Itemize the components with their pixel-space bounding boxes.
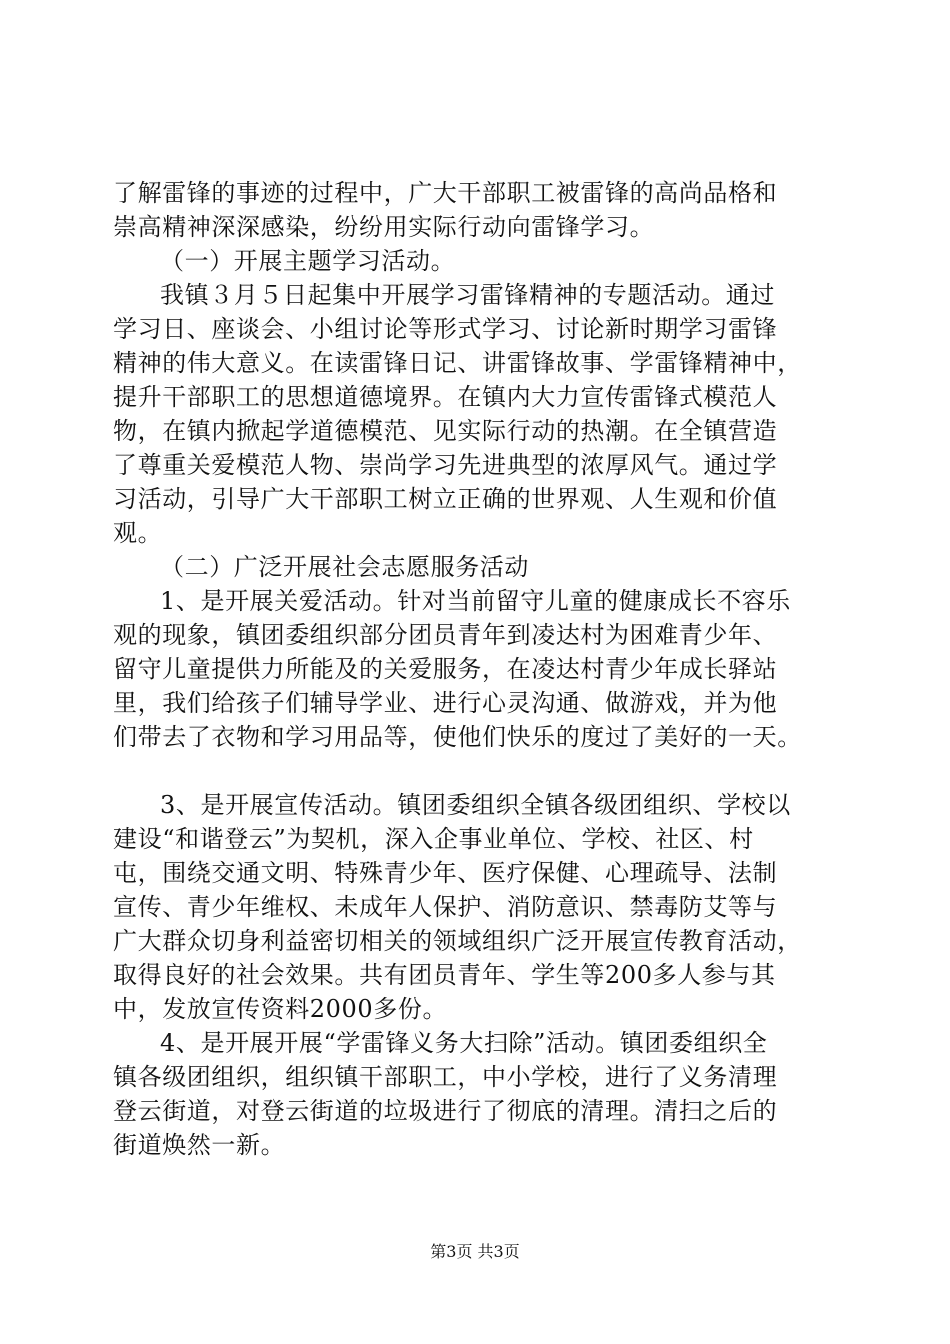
paragraph-line: 留守儿童提供力所能及的关爱服务，在凌达村青少年成长驿站 [113,655,778,683]
paragraph-line: 屯，围绕交通文明、特殊青少年、医疗保健、心理疏导、法制 [113,859,778,887]
paragraph-line: 物，在镇内掀起学道德模范、见实际行动的热潮。在全镇营造 [113,417,778,445]
paragraph-line: 习活动，引导广大干部职工树立正确的世界观、人生观和价值 [113,485,778,513]
paragraph-line: 观。 [113,519,163,547]
paragraph-line: 精神的伟大意义。在读雷锋日记、讲雷锋故事、学雷锋精神中， [113,349,802,377]
paragraph-line: 观的现象，镇团委组织部分团员青年到凌达村为困难青少年、 [113,621,778,649]
paragraph-line: 我镇３月５日起集中开展学习雷锋精神的专题活动。通过 [160,281,775,309]
section-heading-2: （二）广泛开展社会志愿服务活动 [160,553,529,581]
paragraph-line: 广大群众切身利益密切相关的领域组织广泛开展宣传教育活动， [113,927,802,955]
paragraph-line: 建设“和谐登云”为契机，深入企事业单位、学校、社区、村 [113,825,754,853]
paragraph-line: 了尊重关爱模范人物、崇尚学习先进典型的浓厚风气。通过学 [113,451,778,479]
paragraph-line: 3、是开展宣传活动。镇团委组织全镇各级团组织、学校以 [160,791,791,819]
paragraph-line: 宣传、青少年维权、未成年人保护、消防意识、禁毒防艾等与 [113,893,778,921]
paragraph-line: 4、是开展开展“学雷锋义务大扫除”活动。镇团委组织全 [160,1029,768,1057]
paragraph-line: 了解雷锋的事迹的过程中，广大干部职工被雷锋的高尚品格和 [113,179,778,207]
paragraph-line: 街道焕然一新。 [113,1131,286,1159]
paragraph-line: 里，我们给孩子们辅导学业、进行心灵沟通、做游戏，并为他 [113,689,778,717]
paragraph-line: 中，发放宣传资料2000多份。 [113,995,448,1023]
section-heading-1: （一）开展主题学习活动。 [160,247,456,275]
paragraph-line: 1、是开展关爱活动。针对当前留守儿童的健康成长不容乐 [160,587,791,615]
page-number-footer: 第3页 共3页 [430,1242,520,1261]
paragraph-line: 登云街道，对登云街道的垃圾进行了彻底的清理。清扫之后的 [113,1097,778,1125]
paragraph-line: 取得良好的社会效果。共有团员青年、学生等200多人参与其 [113,961,776,989]
paragraph-line: 们带去了衣物和学习用品等，使他们快乐的度过了美好的一天。 [113,723,802,751]
paragraph-line: 镇各级团组织，组织镇干部职工，中小学校，进行了义务清理 [113,1063,778,1091]
paragraph-line: 学习日、座谈会、小组讨论等形式学习、讨论新时期学习雷锋 [113,315,778,343]
paragraph-line: 崇高精神深深感染，纷纷用实际行动向雷锋学习。 [113,213,655,241]
paragraph-line: 提升干部职工的思想道德境界。在镇内大力宣传雷锋式模范人 [113,383,778,411]
